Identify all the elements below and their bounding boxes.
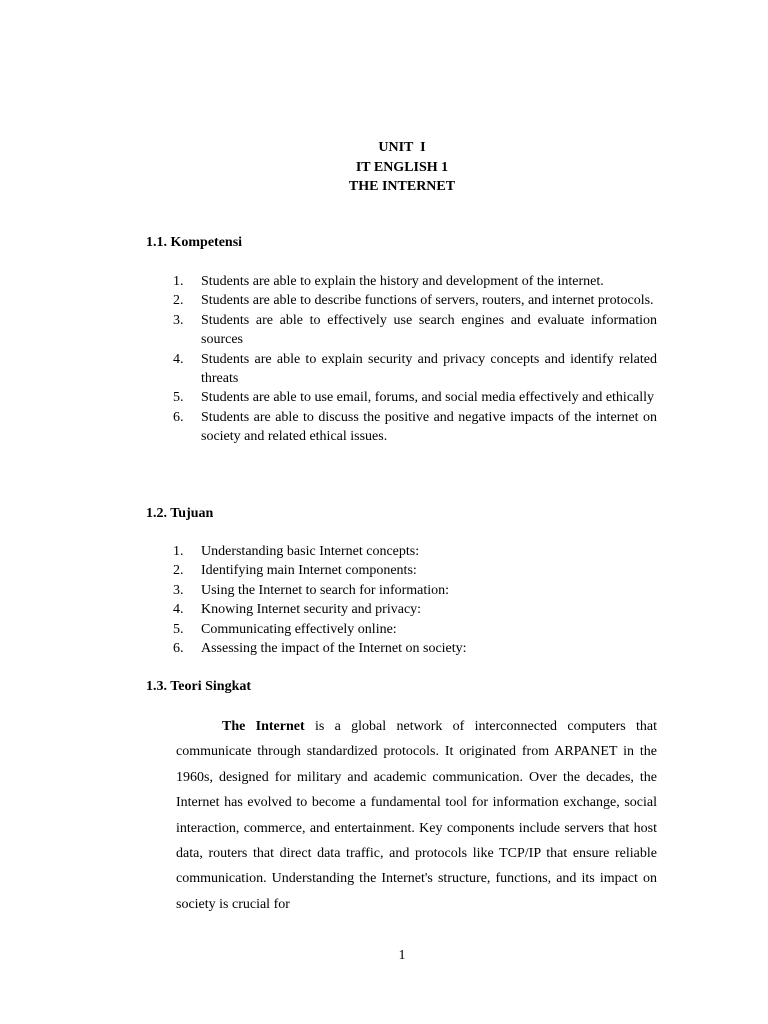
list-text: Identifying main Internet components: [201, 563, 417, 579]
heading-kompetensi: 1.1. Kompetensi [146, 235, 243, 250]
list-number: 1. [173, 544, 184, 559]
kompetensi-list [173, 272, 657, 447]
list-number: 3. [173, 312, 184, 328]
title-course: IT ENGLISH 1 [355, 159, 449, 175]
list-text: Students are able to explain the history and development of the internet. [201, 274, 604, 289]
list-number: 6. [173, 641, 184, 657]
list-item [173, 272, 657, 291]
list-item [173, 639, 657, 658]
list-item [173, 388, 657, 407]
list-number: 5. [173, 621, 184, 637]
tujuan-list [173, 542, 657, 658]
list-text: Using the Internet to search for information: [201, 582, 450, 598]
list-item [173, 600, 657, 619]
list-number: 4. [173, 351, 184, 367]
page-number: 1 [398, 948, 406, 963]
list-number: 2. [173, 563, 184, 579]
list-number: 5. [173, 390, 184, 406]
list-number: 4. [173, 602, 184, 618]
list-text: Students are able to describe functions of servers, routers, and internet protocols. [201, 293, 654, 309]
list-item [173, 620, 657, 639]
list-item [173, 561, 657, 580]
list-number: 6. [173, 409, 184, 425]
list-number: 2. [173, 293, 184, 309]
list-number: 1. [173, 274, 184, 289]
paragraph-body: is a global network of interconnected computers that communicate through standardized protocols. It originated from ARPANET in the 1960s, designed for military and academic communication. Over the decades, the Internet has evolved to become a fundamental tool for information exchange, social interaction, commerce, and entertainment. Key components include servers that host data, routers that direct data traffic, and protocols like TCP/IP that ensure reliable communication. Understanding the Internet's structure, functions, and its impact on society is crucial for [176, 719, 658, 912]
list-item [173, 581, 657, 600]
list-text: Students are able to effectively use search engines and evaluate information sources [201, 312, 657, 348]
list-text: Students are able to discuss the positive and negative impacts of the internet on society and related ethical issues. [201, 409, 657, 445]
unit-title [0, 138, 768, 197]
list-number: 3. [173, 582, 184, 598]
title-unit: UNIT I [378, 140, 426, 155]
list-text: Students are able to explain security and privacy concepts and identify related threats [201, 351, 657, 387]
list-item [173, 350, 657, 389]
list-item [173, 291, 657, 310]
list-text: Understanding basic Internet concepts: [201, 544, 420, 559]
list-text: Communicating effectively online: [201, 621, 397, 637]
teori-paragraph [176, 714, 657, 917]
list-text: Knowing Internet security and privacy: [201, 602, 422, 618]
list-text: Students are able to use email, forums, and social media effectively and ethically [201, 390, 655, 406]
title-topic: THE INTERNET [348, 179, 456, 194]
list-item [173, 542, 657, 561]
list-item [173, 408, 657, 447]
list-text: Assessing the impact of the Internet on society: [201, 641, 467, 657]
heading-tujuan: 1.2. Tujuan [146, 506, 214, 521]
list-item [173, 311, 657, 350]
paragraph-lead: The Internet [222, 719, 305, 734]
heading-teori-singkat: 1.3. Teori Singkat [146, 679, 252, 694]
